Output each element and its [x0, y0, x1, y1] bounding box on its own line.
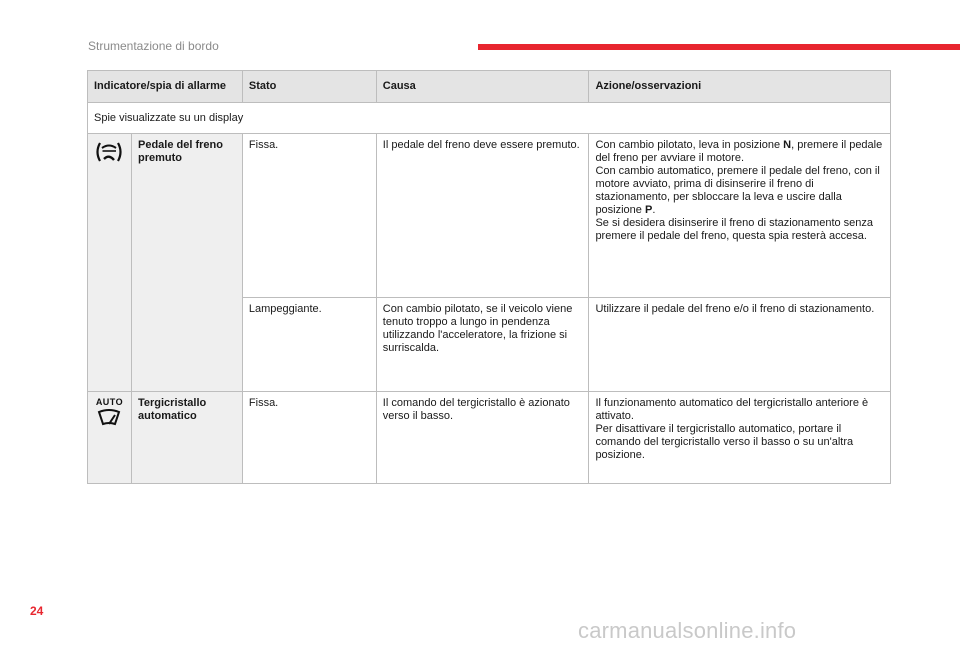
table-row	[88, 392, 891, 484]
table-header-row	[88, 71, 891, 103]
wiper-graphic	[96, 407, 122, 431]
auto-icon-text: AUTO	[95, 397, 124, 407]
section-label: Spie visualizzate su un display	[88, 103, 891, 134]
state-cell: Fissa.	[242, 134, 376, 298]
state-cell: Lampeggiante.	[242, 298, 376, 392]
action-cell: Il funzionamento automatico del tergicristallo anteriore è attivato. Per disattivare il tergicristallo automatico, portare il comando del tergicristallo verso il basso o su un'altra posizione.	[589, 392, 891, 484]
header-accent-bar	[478, 44, 960, 50]
state-cell: Fissa.	[242, 392, 376, 484]
table-row	[88, 134, 891, 298]
indicator-icon-cell	[88, 134, 132, 392]
page-number: 24	[30, 604, 44, 618]
section-row	[88, 103, 891, 134]
watermark-text: carmanualsonline.info	[578, 618, 797, 643]
indicator-name: Pedale del freno premuto	[131, 134, 242, 392]
cause-cell: Il pedale del freno deve essere premuto.	[376, 134, 589, 298]
indicator-name: Tergicristallo automatico	[131, 392, 242, 484]
column-header-indicator: Indicatore/spia di allarme	[88, 71, 243, 103]
action-cell: Con cambio pilotato, leva in posizione N, premere il pedale del freno per avviare il motore. Con cambio automatico, premere il pedale del freno, con il motore avviato, prima di disinserire il freno di stazionamento, per sbloccare la leva e uscire dalla posizione P. Se si desidera disinserire il freno di stazionamento senza premere il pedale del freno, questa spia resterà accesa.	[589, 134, 891, 298]
auto-wiper-icon	[94, 397, 125, 431]
column-header-state: Stato	[242, 71, 376, 103]
warning-lights-table	[87, 70, 891, 484]
page-header-title: Strumentazione di bordo	[88, 39, 219, 53]
indicator-icon-cell	[88, 392, 132, 484]
cause-cell: Il comando del tergicristallo è azionato verso il basso.	[376, 392, 589, 484]
column-header-action: Azione/osservazioni	[589, 71, 891, 103]
column-header-cause: Causa	[376, 71, 589, 103]
cause-cell: Con cambio pilotato, se il veicolo viene tenuto troppo a lungo in pendenza utilizzando l'acceleratore, la frizione si surriscalda.	[376, 298, 589, 392]
action-cell: Utilizzare il pedale del freno e/o il freno di stazionamento.	[589, 298, 891, 392]
brake-pedal-icon	[94, 139, 124, 165]
